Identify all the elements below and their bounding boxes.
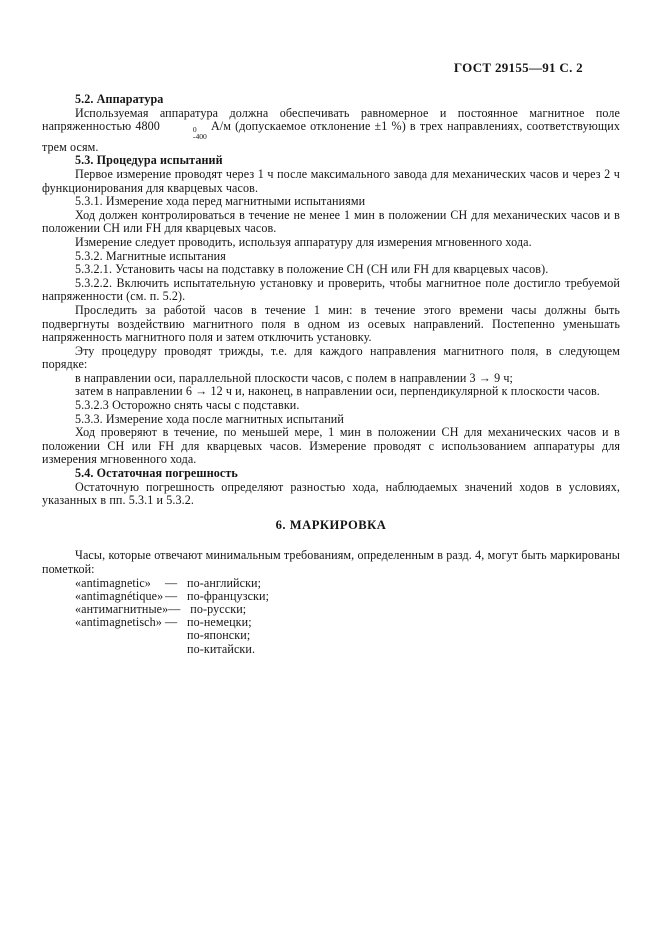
marking-language: по-английски; [187, 575, 262, 590]
marking-language: по-китайски. [187, 641, 256, 656]
marking-language: по-русски; [190, 602, 247, 616]
clause-heading-5-3-2: 5.3.2. Магнитные испытания [75, 248, 226, 263]
marking-term [75, 643, 165, 656]
marking-language: по-французски; [187, 588, 270, 603]
paragraph-axis-direction-2: затем в направлении 6 → 12 ч и, наконец, в направлении оси, перпендикулярной к плоскости часов. [75, 384, 600, 399]
tolerance-lower: -400 [192, 131, 207, 141]
marking-row [75, 616, 620, 629]
marking-term: «антимагнитные» [75, 602, 169, 616]
section-heading-5-3: 5.3. Процедура испытаний [75, 153, 223, 168]
document-reference-header: ГОСТ 29155—91 С. 2 [453, 60, 583, 75]
marking-language: по-немецки; [187, 615, 252, 630]
section-heading-5-2: 5.2. Аппаратура [75, 92, 164, 106]
paragraph-clause-5-3-2-3: 5.3.2.3 Осторожно снять часы с подставки. [75, 398, 300, 413]
paragraph: Проследить за работой часов в течение 1 мин: в течение этого времени часы должны быть подвергнуты воздействию магнитного поля в одном из осевых направлений. Постепенно уменьшать напряженность магнитного поля и затем отключить установку. [42, 302, 620, 345]
marking-dash [165, 629, 187, 642]
marking-row [75, 629, 620, 642]
marking-row [75, 643, 620, 656]
paragraph: Первое измерение проводят через 1 ч после максимального завода для механических часов и через 2 ч функционирования для кварцевых часов. [42, 166, 620, 195]
paragraph-axis-direction-1: в направлении оси, параллельной плоскости часов, с полем в направлении 3 → 9 ч; [75, 370, 514, 385]
paragraph-marking-intro: Часы, которые отвечают минимальным требованиям, определенным в разд. 4, могут быть маркированы пометкой: [42, 548, 620, 576]
marking-list [75, 577, 620, 656]
field-strength-value: 4800 [135, 119, 160, 134]
paragraph: Ход проверяют в течение, по меньшей мере, 1 мин в положении СН для механических часов и в положении СН или FH для кварцевых часов. Измерение проводят с использованием аппаратуры для измерения мгновенного хода. [42, 425, 620, 467]
tolerance-upper: 0 [192, 125, 197, 135]
paragraph-clause-5-3-2-1: 5.3.2.1. Установить часы на подставку в положение СН (СН или FH для кварцевых часов). [75, 262, 549, 277]
paragraph: Измерение следует проводить, используя аппаратуру для измерения мгновенного хода. [75, 234, 532, 249]
apparatus-text-before: Используемая аппаратура должна обеспечивать равномерное и постоянное магнитное поле напряженностью [42, 105, 620, 134]
paragraph-apparatus [42, 107, 620, 155]
marking-dash: — [165, 588, 178, 603]
document-body [42, 93, 620, 656]
apparatus-text-after: А/м (допускаемое отклонение ±1 %) в трех направлениях, соответствующих трем осям. [42, 119, 620, 154]
section-heading-5-4: 5.4. Остаточная погрешность [75, 466, 238, 481]
marking-term [75, 629, 165, 642]
marking-dash: — [168, 602, 181, 616]
marking-term: «antimagnetisch» [75, 615, 162, 630]
marking-term: «antimagnetic» [75, 575, 151, 590]
marking-row [75, 577, 620, 590]
paragraph: Ход должен контролироваться в течение не менее 1 мин в положении СН для механических часов и в положении СН или FH для кварцевых часов. [42, 207, 620, 236]
marking-term: «antimagnétique» [75, 588, 164, 603]
marking-language: по-японски; [187, 628, 251, 643]
marking-dash [165, 643, 187, 656]
marking-dash: — [165, 575, 178, 590]
paragraph-clause-5-3-2-2: 5.3.2.2. Включить испытательную установку и проверить, чтобы магнитное поле достигло требуемой напряженности (см. п. 5.2). [42, 275, 620, 304]
paragraph: Эту процедуру проводят трижды, т.е. для каждого направления магнитного поля, в следующем порядке: [42, 343, 620, 372]
field-strength-tolerance [160, 127, 207, 141]
clause-heading-5-3-3: 5.3.3. Измерение хода после магнитных испытаний [75, 411, 344, 426]
chapter-heading-marking: 6. МАРКИРОВКА [275, 517, 387, 532]
marking-dash: — [165, 615, 178, 630]
clause-heading-5-3-1: 5.3.1. Измерение хода перед магнитными испытаниями [75, 194, 366, 209]
paragraph: Остаточную погрешность определяют разностью хода, наблюдаемых значений ходов в условиях, указанных в пп. 5.3.1 и 5.3.2. [42, 479, 620, 508]
